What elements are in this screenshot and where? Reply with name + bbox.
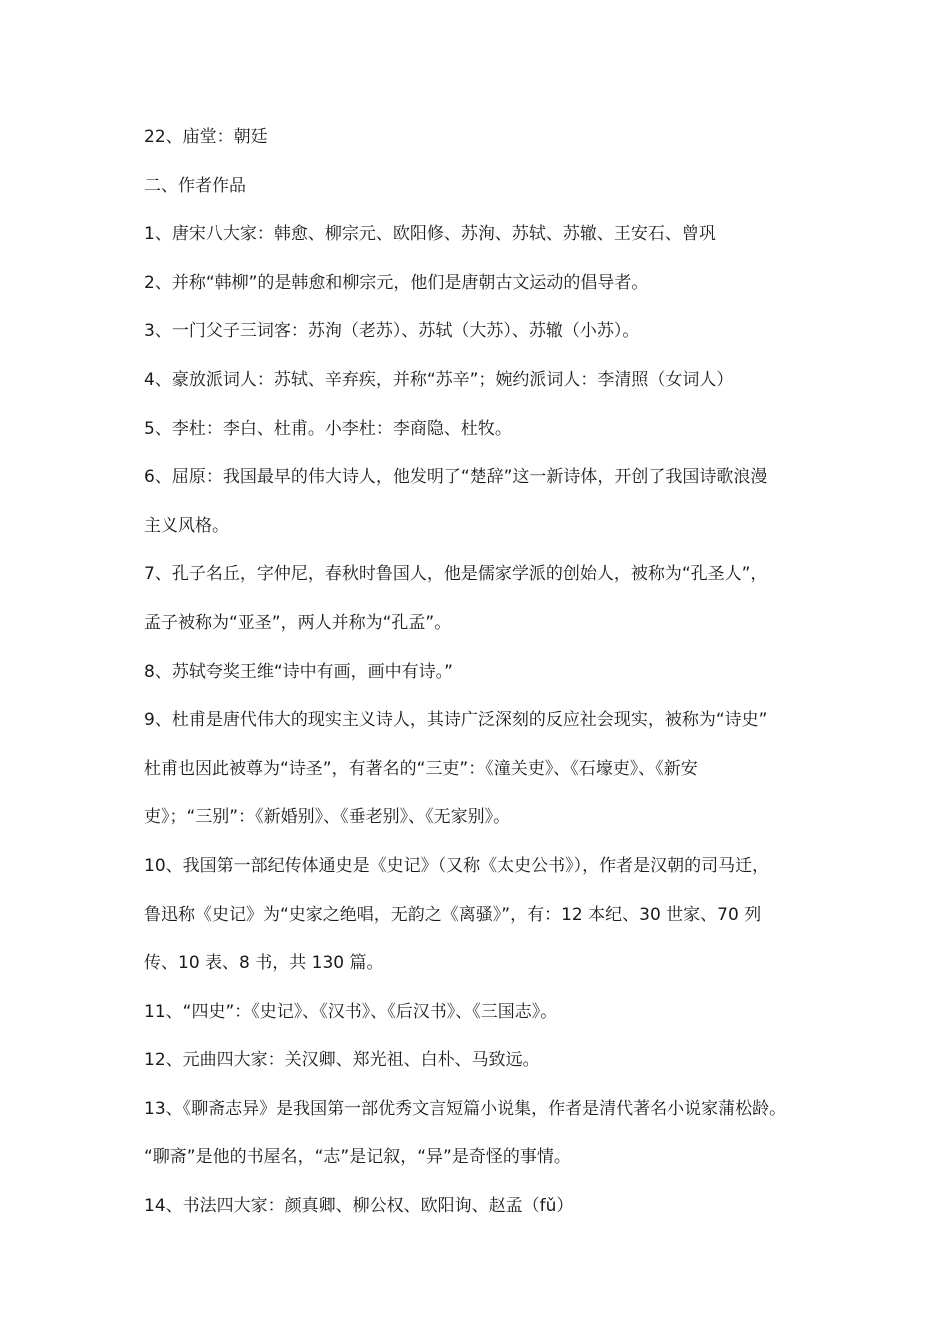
- text-line: “聊斋”是他的书屋名，“志”是记叙，“异”是奇怪的事情。: [144, 1147, 571, 1168]
- text-line: 7、孔子名丘，字仲尼，春秋时鲁国人，他是儒家学派的创始人，被称为“孔圣人”，: [144, 564, 768, 585]
- text-line: 12、元曲四大家：关汉卿、郑光祖、白朴、马致远。: [144, 1050, 540, 1071]
- section-heading: 二、作者作品: [144, 175, 246, 196]
- text-line: 22、庙堂：朝廷: [144, 127, 268, 147]
- text-line: 杜甫也因此被尊为“诗圣”，有著名的“三吏”：《潼关吏》、《石壕吏》、《新安: [144, 758, 698, 779]
- text-line: 主义风格。: [144, 515, 229, 536]
- document-body: [144, 118, 834, 1236]
- text-line: 6、屈原：我国最早的伟大诗人，他发明了“楚辞”这一新诗体，开创了我国诗歌浪漫: [144, 467, 768, 488]
- text-line: 传、10 表、8 书，共 130 篇。: [144, 953, 384, 974]
- text-line: 4、豪放派词人：苏轼、辛弃疾，并称“苏辛”；婉约派词人：李清照（女词人）: [144, 369, 734, 390]
- text-line: 鲁迅称《史记》为“史家之绝唱，无韵之《离骚》”，有：12 本纪、30 世家、70 列: [144, 904, 762, 925]
- text-line: 1、唐宋八大家：韩愈、柳宗元、欧阳修、苏洵、苏轼、苏辙、王安石、曾巩: [144, 224, 716, 245]
- text-line: 11、“四史”：《史记》、《汉书》、《后汉书》、《三国志》。: [144, 1001, 558, 1022]
- text-line: 13、《聊斋志异》是我国第一部优秀文言短篇小说集，作者是清代著名小说家蒲松龄。: [144, 1098, 787, 1119]
- text-line: 3、一门父子三词客：苏洵（老苏）、苏轼（大苏）、苏辙（小苏）。: [144, 321, 640, 342]
- text-line: 吏》；“三别”：《新婚别》、《垂老别》、《无家别》。: [144, 807, 511, 828]
- text-line: 10、我国第一部纪传体通史是《史记》（又称《太史公书》），作者是汉朝的司马迁，: [144, 855, 770, 876]
- text-line: 14、书法四大家：颜真卿、柳公权、欧阳询、赵孟（fǔ）: [144, 1196, 574, 1217]
- text-line: 9、杜甫是唐代伟大的现实主义诗人，其诗广泛深刻的反应社会现实，被称为“诗史”: [144, 710, 768, 731]
- text-line: 2、并称“韩柳”的是韩愈和柳宗元，他们是唐朝古文运动的倡导者。: [144, 272, 649, 293]
- text-line: 5、李杜：李白、杜甫。小李杜：李商隐、杜牧。: [144, 418, 512, 439]
- text-line: 8、苏轼夸奖王维“诗中有画，画中有诗。”: [144, 661, 453, 682]
- text-line: 孟子被称为“亚圣”，两人并称为“孔孟”。: [144, 612, 452, 633]
